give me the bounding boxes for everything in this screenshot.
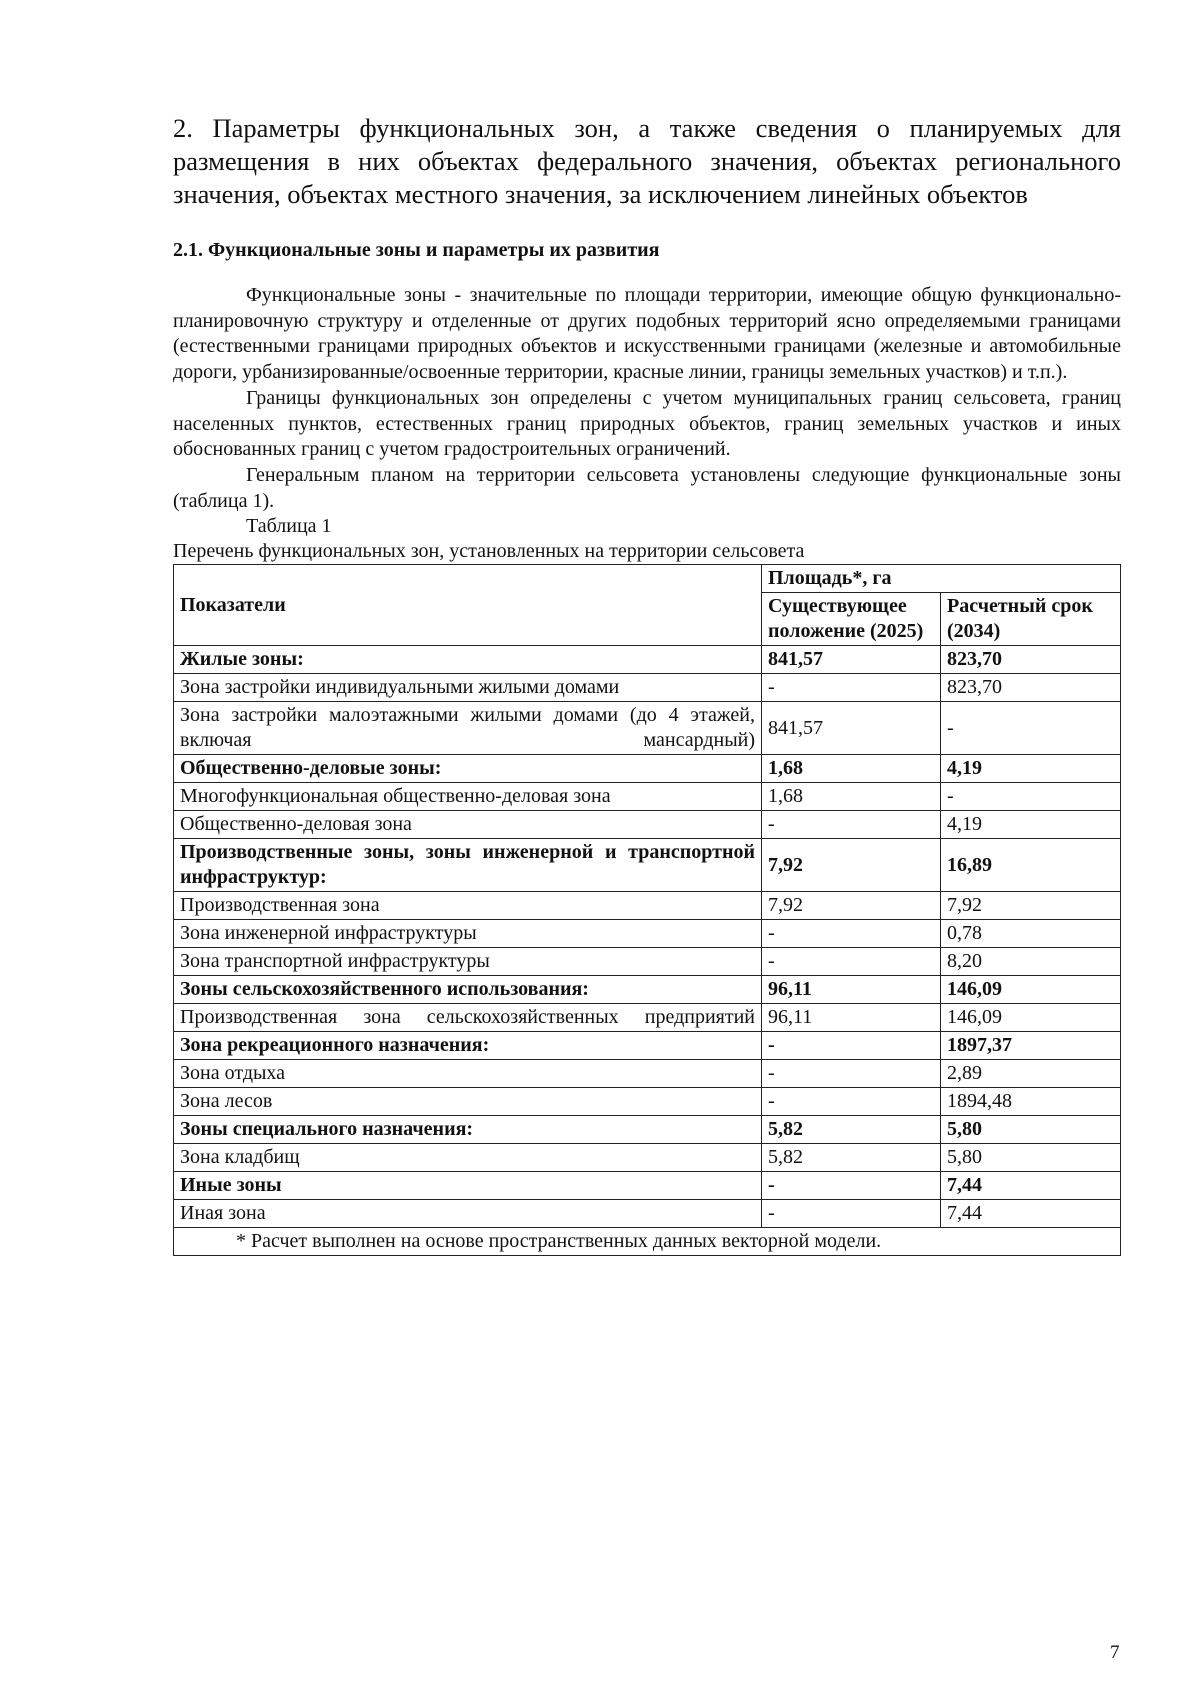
- page-number: 7: [1110, 1642, 1120, 1663]
- header-existing: Существующее положение (2025): [762, 593, 941, 646]
- planned-area-cell: 8,20: [941, 948, 1121, 976]
- zone-name-cell: Зона кладбищ: [174, 1144, 762, 1172]
- table-row: [174, 1116, 1121, 1144]
- zone-name-cell: Зона застройки индивидуальными жилыми домами: [174, 674, 762, 702]
- zone-name-cell: Зона рекреационного назначения:: [174, 1032, 762, 1060]
- table-title: Перечень функциональных зон, установленных на территории сельсовета: [173, 540, 805, 563]
- table-row: [174, 702, 1121, 755]
- planned-area-cell: 1894,48: [941, 1088, 1121, 1116]
- table-row: [174, 892, 1121, 920]
- zone-name-cell: Зона транспортной инфраструктуры: [174, 948, 762, 976]
- existing-area-cell: 1,68: [762, 783, 941, 811]
- existing-area-cell: -: [762, 811, 941, 839]
- existing-area-cell: 841,57: [762, 646, 941, 674]
- table-footnote-row: [174, 1228, 1121, 1256]
- planned-area-cell: 5,80: [941, 1116, 1121, 1144]
- planned-area-cell: -: [941, 783, 1121, 811]
- paragraph-boundaries: Границы функциональных зон определены с учетом муниципальных границ сельсовета, границ населенных пунктов, естественных границ природных объектов, границ земельных участков и иных обоснованных границ с учетом градостроительных ограничений.: [173, 386, 1121, 461]
- existing-area-cell: 1,68: [762, 755, 941, 783]
- existing-area-cell: -: [762, 1088, 941, 1116]
- planned-area-cell: 1897,37: [941, 1032, 1121, 1060]
- zone-name-cell: Многофункциональная общественно-деловая зона: [174, 783, 762, 811]
- zone-name-cell: Производственная зона сельскохозяйственных предприятий: [174, 1004, 762, 1032]
- existing-area-cell: 96,11: [762, 976, 941, 1004]
- planned-area-cell: -: [941, 702, 1121, 755]
- header-indicator: Показатели: [174, 565, 762, 646]
- planned-area-cell: 823,70: [941, 646, 1121, 674]
- existing-area-cell: -: [762, 1172, 941, 1200]
- table-row: [174, 674, 1121, 702]
- table-row: [174, 1088, 1121, 1116]
- zone-name-cell: Иные зоны: [174, 1172, 762, 1200]
- planned-area-cell: 7,44: [941, 1172, 1121, 1200]
- zone-name-cell: Зона инженерной инфраструктуры: [174, 920, 762, 948]
- table-row: [174, 646, 1121, 674]
- existing-area-cell: -: [762, 1200, 941, 1228]
- table-footnote: * Расчет выполнен на основе пространственных данных векторной модели.: [174, 1228, 1121, 1256]
- planned-area-cell: 4,19: [941, 811, 1121, 839]
- table-row: [174, 976, 1121, 1004]
- table-row: [174, 783, 1121, 811]
- planned-area-cell: 0,78: [941, 920, 1121, 948]
- planned-area-cell: 7,44: [941, 1200, 1121, 1228]
- existing-area-cell: 5,82: [762, 1116, 941, 1144]
- existing-area-cell: -: [762, 948, 941, 976]
- table-caption: Таблица 1: [246, 515, 332, 538]
- existing-area-cell: 5,82: [762, 1144, 941, 1172]
- zone-name-cell: Общественно-деловые зоны:: [174, 755, 762, 783]
- zone-name-cell: Зоны сельскохозяйственного использования:: [174, 976, 762, 1004]
- paragraph-general-plan: Генеральным планом на территории сельсовета установлены следующие функциональные зоны (таблица 1).: [173, 463, 1121, 512]
- zone-name-cell: Зона застройки малоэтажными жилыми домами (до 4 этажей, включая мансардный): [174, 702, 762, 755]
- zone-name-cell: Общественно-деловая зона: [174, 811, 762, 839]
- document-page: [173, 112, 1121, 1256]
- planned-area-cell: 823,70: [941, 674, 1121, 702]
- table-row: [174, 839, 1121, 892]
- zone-name-cell: Зоны специального назначения:: [174, 1116, 762, 1144]
- existing-area-cell: -: [762, 674, 941, 702]
- existing-area-cell: 841,57: [762, 702, 941, 755]
- zone-name-cell: Производственная зона: [174, 892, 762, 920]
- zones-table: [173, 564, 1121, 1256]
- table-row: [174, 948, 1121, 976]
- table-row: [174, 811, 1121, 839]
- planned-area-cell: 4,19: [941, 755, 1121, 783]
- existing-area-cell: -: [762, 920, 941, 948]
- existing-area-cell: -: [762, 1060, 941, 1088]
- existing-area-cell: 96,11: [762, 1004, 941, 1032]
- zone-name-cell: Производственные зоны, зоны инженерной и транспортной инфраструктур:: [174, 839, 762, 892]
- paragraph-definition: Функциональные зоны - значительные по площади территории, имеющие общую функционально-планировочную структуру и отделенные от других подобных территорий ясно определяемыми границами (естественными границами природных объектов и искусственными границами (железные и автомобильные дороги, урбанизированные/освоенные территории, красные линии, границы земельных участков) и т.п.).: [173, 284, 1121, 384]
- header-area: Площадь*, га: [762, 565, 1121, 593]
- table-row: [174, 1060, 1121, 1088]
- table-row: [174, 1172, 1121, 1200]
- planned-area-cell: 16,89: [941, 839, 1121, 892]
- header-planned: Расчетный срок (2034): [941, 593, 1121, 646]
- zone-name-cell: Жилые зоны:: [174, 646, 762, 674]
- planned-area-cell: 2,89: [941, 1060, 1121, 1088]
- planned-area-cell: 146,09: [941, 1004, 1121, 1032]
- zone-name-cell: Зона лесов: [174, 1088, 762, 1116]
- existing-area-cell: 7,92: [762, 892, 941, 920]
- planned-area-cell: 146,09: [941, 976, 1121, 1004]
- planned-area-cell: 5,80: [941, 1144, 1121, 1172]
- planned-area-cell: 7,92: [941, 892, 1121, 920]
- table-row: [174, 1144, 1121, 1172]
- subsection-heading: 2.1. Функциональные зоны и параметры их развития: [173, 239, 660, 261]
- table-row: [174, 755, 1121, 783]
- existing-area-cell: 7,92: [762, 839, 941, 892]
- table-row: [174, 1004, 1121, 1032]
- table-row: [174, 920, 1121, 948]
- zone-name-cell: Иная зона: [174, 1200, 762, 1228]
- table-row: [174, 1200, 1121, 1228]
- existing-area-cell: -: [762, 1032, 941, 1060]
- zone-name-cell: Зона отдыха: [174, 1060, 762, 1088]
- table-row: [174, 1032, 1121, 1060]
- section-heading: 2. Параметры функциональных зон, а также сведения о планируемых для размещения в них объектах федерального значения, объектах регионального значения, объектах местного значения, за исключением линейных объектов: [173, 113, 1121, 209]
